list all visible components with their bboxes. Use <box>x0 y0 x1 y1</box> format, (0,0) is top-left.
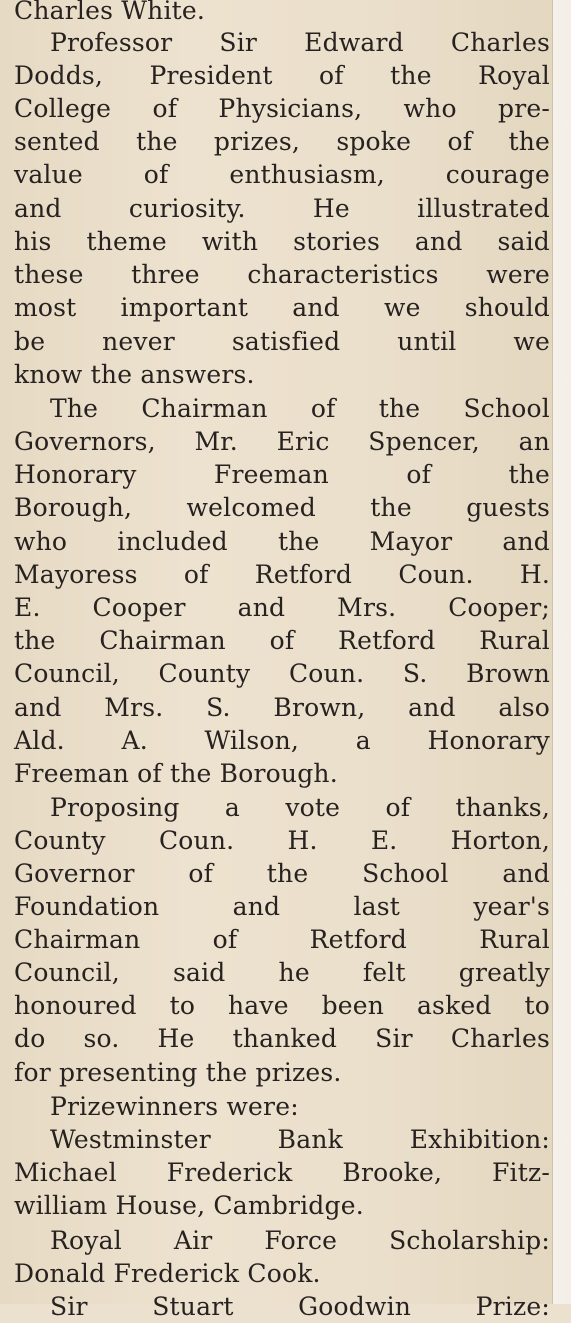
text-line: Chairman of Retford Rural <box>14 925 550 954</box>
text-line: and curiosity. He illustrated <box>14 194 550 223</box>
text-line: Westminster Bank Exhibition: <box>50 1125 550 1154</box>
text-line: Dodds, President of the Royal <box>14 61 550 90</box>
text-line: E. Cooper and Mrs. Cooper; <box>14 593 550 622</box>
text-line: Prizewinners were: <box>50 1092 299 1121</box>
text-line: who included the Mayor and <box>14 527 550 556</box>
text-line: for presenting the prizes. <box>14 1058 342 1087</box>
text-line: Professor Sir Edward Charles <box>50 28 550 57</box>
text-line: Charles White. <box>14 0 206 25</box>
text-line: william House, Cambridge. <box>14 1191 364 1220</box>
text-line: Governors, Mr. Eric Spencer, an <box>14 427 550 456</box>
text-line: The Chairman of the School <box>50 394 550 423</box>
text-line: County Coun. H. E. Horton, <box>14 826 550 855</box>
text-line: sented the prizes, spoke of the <box>14 127 550 156</box>
text-line: Royal Air Force Scholarship: <box>50 1226 550 1255</box>
text-line: Sir Stuart Goodwin Prize: <box>50 1292 550 1321</box>
text-line: and Mrs. S. Brown, and also <box>14 693 550 722</box>
text-line: Borough, welcomed the guests <box>14 493 550 522</box>
text-line: Freeman of the Borough. <box>14 759 338 788</box>
text-line: Mayoress of Retford Coun. H. <box>14 560 550 589</box>
text-line: Council, County Coun. S. Brown <box>14 659 550 688</box>
text-line: do so. He thanked Sir Charles <box>14 1024 550 1053</box>
text-line: Foundation and last year's <box>14 892 550 921</box>
text-line: value of enthusiasm, courage <box>14 160 550 189</box>
text-line: honoured to have been asked to <box>14 991 550 1020</box>
text-line: Proposing a vote of thanks, <box>50 793 550 822</box>
paper-edge <box>552 0 571 1304</box>
text-line: Ald. A. Wilson, a Honorary <box>14 726 550 755</box>
text-line: the Chairman of Retford Rural <box>14 626 550 655</box>
text-line: Honorary Freeman of the <box>14 460 550 489</box>
text-line: College of Physicians, who pre- <box>14 94 550 123</box>
text-line: his theme with stories and said <box>14 227 550 256</box>
text-line: Michael Frederick Brooke, Fitz- <box>14 1158 550 1187</box>
text-line: know the answers. <box>14 360 255 389</box>
text-line: Governor of the School and <box>14 859 550 888</box>
text-line: be never satisfied until we <box>14 327 550 356</box>
text-line: most important and we should <box>14 293 550 322</box>
text-line: Donald Frederick Cook. <box>14 1259 321 1288</box>
text-line: these three characteristics were <box>14 260 550 289</box>
text-line: Council, said he felt greatly <box>14 958 550 987</box>
